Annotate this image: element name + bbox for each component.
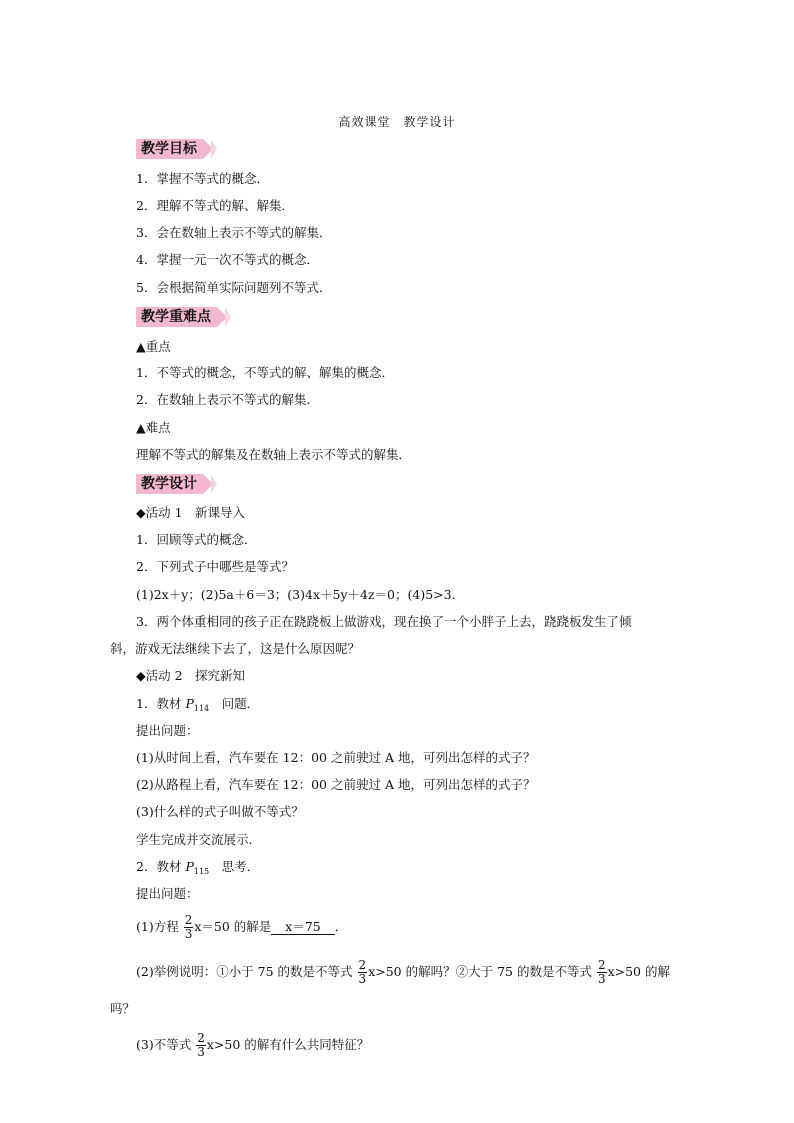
objective-item: 2．理解不等式的解、解集． <box>136 198 294 213</box>
key-item: 2．在数轴上表示不等式的解集． <box>136 392 319 407</box>
fraction-denominator: 3 <box>184 927 193 941</box>
activity1-item: 1．回顾等式的概念． <box>136 532 257 547</box>
raise-questions: 提出问题： <box>136 723 199 738</box>
question-end: ． <box>334 919 348 934</box>
page-header-title: 高效课堂 教学设计 <box>338 115 456 129</box>
fraction <box>358 959 368 986</box>
question-prefix: (3)不等式 <box>136 1037 192 1052</box>
objective-item: 5．会根据简单实际问题列不等式． <box>136 280 332 295</box>
activity1-item-continued: 斜，游戏无法继续下去了，这是什么原因呢？ <box>110 641 361 656</box>
objective-item: 3．会在数轴上表示不等式的解集． <box>136 225 332 240</box>
fraction-denominator: 3 <box>597 972 606 986</box>
objective-item: 4．掌握一元一次不等式的概念． <box>136 252 319 267</box>
page-number: 114 <box>193 704 210 713</box>
activity1-expression: (1)2x＋y；(2)5a＋6＝3；(3)4x＋5y＋4z＝0；(4)5>3. <box>136 587 456 602</box>
question-prefix: (2)举例说明：①小于 75 的数是不等式 <box>136 964 353 979</box>
fraction <box>597 959 607 986</box>
raise-questions: 提出问题： <box>136 886 199 901</box>
question-continued: 吗？ <box>110 1001 136 1016</box>
fraction-numerator: 2 <box>197 1031 205 1045</box>
tag-arrow-icon <box>211 139 217 159</box>
page-number: 115 <box>193 867 210 876</box>
fraction <box>184 914 194 941</box>
objective-item: 1．掌握不等式的概念． <box>136 171 269 186</box>
question-text: x＝50 的解是 <box>194 919 272 934</box>
question-text: x>50 的解吗？②大于 75 的数是不等式 <box>368 964 592 979</box>
item-prefix: 1．教材 <box>136 696 186 711</box>
activity1-heading: ◆活动 1 新课导入 <box>136 505 246 520</box>
section-tag-label: 教学重难点 <box>136 307 217 327</box>
question-prefix: (1)方程 <box>136 919 179 934</box>
activity1-item: 3．两个体重相同的孩子正在跷跷板上做游戏，现在换了一个小胖子上去，跷跷板发生了倾 <box>136 614 632 629</box>
activity1-item: 2．下列式子中哪些是等式？ <box>136 559 294 574</box>
question-item: (2)从路程上看，汽车要在 12：00 之前驶过 A 地，可列出怎样的式子？ <box>136 777 536 792</box>
question-end: x>50 的解有什么共同特征？ <box>206 1037 370 1052</box>
activity2-item1 <box>136 696 259 717</box>
section-tag-label: 教学设计 <box>136 474 203 494</box>
fraction-question-1 <box>136 912 347 942</box>
question-end: x>50 的解 <box>607 964 670 979</box>
students-text: 学生完成并交流展示． <box>136 832 262 847</box>
answer-blank: x＝75 <box>271 920 334 935</box>
fraction <box>196 1032 206 1059</box>
difficult-text: 理解不等式的解集及在数轴上表示不等式的解集． <box>136 447 412 462</box>
fraction-denominator: 3 <box>358 972 367 986</box>
tag-arrow-icon <box>225 307 231 327</box>
tag-arrow-icon <box>211 474 217 494</box>
fraction-numerator: 2 <box>597 958 606 972</box>
section-tag-objectives <box>136 139 217 159</box>
key-item: 1．不等式的概念，不等式的解、解集的概念． <box>136 365 394 380</box>
question-item: (3)什么样的式子叫做不等式？ <box>136 804 304 819</box>
fraction-denominator: 3 <box>197 1045 205 1059</box>
fraction-question-3 <box>136 1030 369 1060</box>
fraction-numerator: 2 <box>358 958 367 972</box>
difficult-heading: ▲难点 <box>136 420 171 435</box>
key-heading: ▲重点 <box>136 339 171 354</box>
section-tag-label: 教学目标 <box>136 139 203 159</box>
activity2-heading: ◆活动 2 探究新知 <box>136 668 246 683</box>
page-symbol: P <box>185 859 194 874</box>
page-symbol: P <box>185 696 194 711</box>
question-item: (1)从时间上看，汽车要在 12：00 之前驶过 A 地，可列出怎样的式子？ <box>136 750 536 765</box>
section-tag-keypoints <box>136 307 231 327</box>
activity2-item2 <box>136 859 259 880</box>
item-suffix: 思考． <box>209 859 260 874</box>
item-suffix: 问题． <box>209 696 260 711</box>
fraction-numerator: 2 <box>184 913 193 927</box>
fraction-question-2 <box>136 957 670 987</box>
section-tag-design <box>136 474 217 494</box>
item-prefix: 2．教材 <box>136 859 186 874</box>
